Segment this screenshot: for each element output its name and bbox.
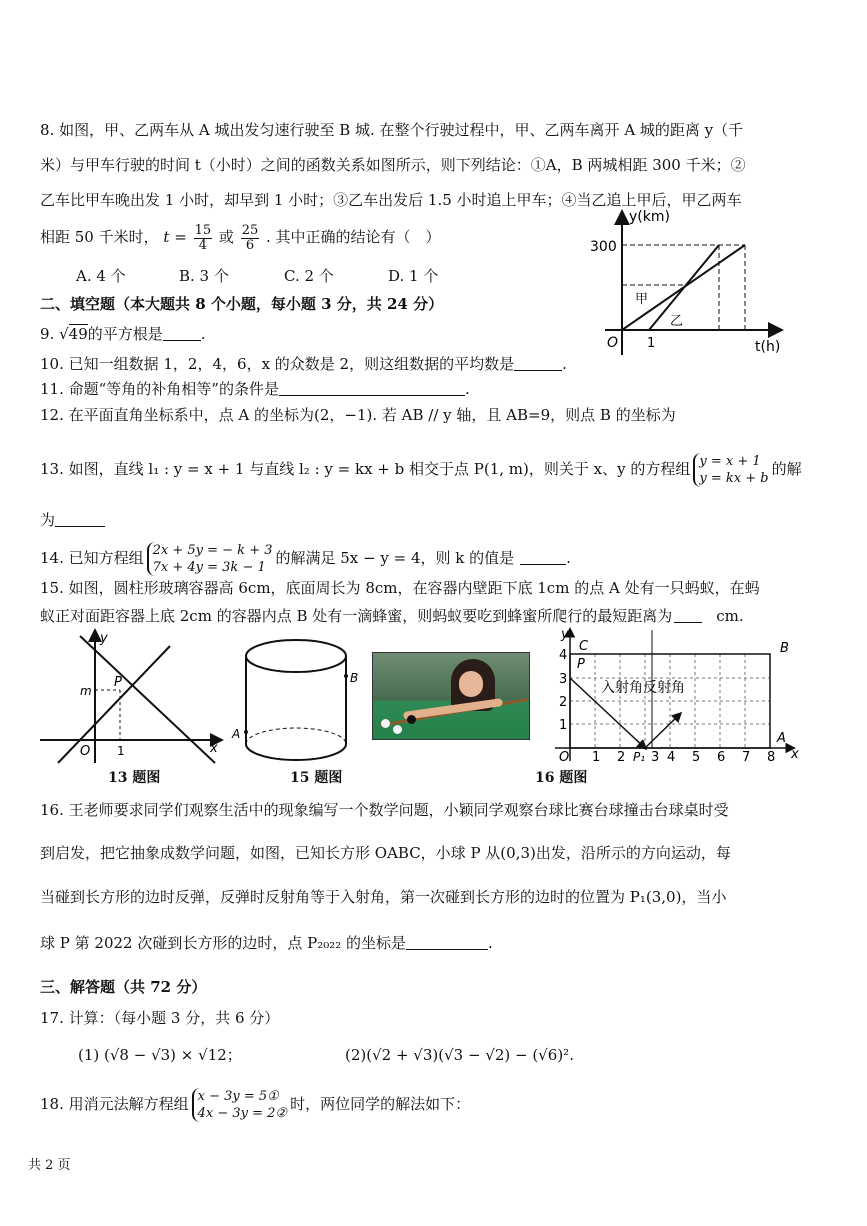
q14-equation-system: 2x + 5y = − k + 3 7x + 4y = 3k − 1 (147, 542, 273, 576)
section-2-heading: 二、填空题（本大题共 8 个小题，每小题 3 分，共 24 分） (40, 295, 444, 313)
option-c: C. 2 个 (284, 267, 334, 285)
y-tick-3: 3 (559, 672, 568, 687)
x-tick-7: 7 (742, 750, 751, 765)
x-tick-5: 5 (692, 750, 701, 765)
p-label: P (114, 675, 122, 690)
q14-answer-blank (520, 550, 566, 565)
option-a: A. 4 个 (76, 267, 126, 285)
origin-label: O (607, 335, 619, 351)
fig16-rectangle-bounce (555, 626, 805, 766)
q15-line1: 15. 如图，圆柱形玻璃容器高 6cm，底面周长为 8cm，在容器内壁距下底 1cm 的点 A 处有一只蚂蚁，在蚂 (40, 579, 760, 597)
c-label: C (579, 639, 589, 654)
q10-answer-blank (514, 356, 562, 371)
angle-label: 入射角反射角 (601, 680, 685, 696)
q16-answer-blank (406, 935, 488, 950)
x-tick-2: 2 (617, 750, 626, 765)
yi-line (649, 245, 719, 330)
q8-line2: 米）与甲车行驶的时间 t（小时）之间的函数关系如图所示，则下列结论：①A，B 两城相距 300 千米；② (40, 156, 746, 174)
jia-label: 甲 (635, 292, 649, 307)
fig15-cylinder (228, 634, 358, 769)
q18: 18. 用消元法解方程组 x − 3y = 5① 4x − 3y = 2② 时，两位同学的解法如下： (40, 1089, 471, 1121)
sqrt-symbol: √ (59, 325, 69, 343)
q13-answer-line: 为 (40, 510, 105, 530)
option-b: B. 3 个 (179, 267, 229, 285)
y-label: y (561, 627, 569, 642)
q16-line1: 16. 王老师要求同学们观察生活中的现象编写一个数学问题，小颖同学观察台球比赛台球撞击台球桌时受 (40, 801, 729, 819)
billiards-photo (372, 652, 530, 740)
q16-line4: 球 P 第 2022 次碰到长方形的边时，点 P₂₀₂₂ 的坐标是 . (40, 934, 493, 952)
b-label: B (350, 671, 358, 685)
q16-line2: 到启发，把它抽象成数学问题，如图，已知长方形 OABC，小球 P 从(0,3)出发，沿所示的方向运动，每 (40, 844, 731, 862)
x-axis-label: t(h) (755, 339, 781, 355)
fig13-lines-graph (40, 628, 230, 768)
yi-label: 乙 (670, 314, 684, 329)
y-300-label: 300 (590, 239, 617, 255)
q8-distance-time-graph (585, 205, 785, 365)
y-tick-1: 1 (559, 718, 568, 733)
p1-label: P₁ (633, 750, 646, 764)
p-label: P (577, 657, 585, 672)
y-label: y (100, 631, 108, 646)
q18-equation-system: x − 3y = 5① 4x − 3y = 2② (192, 1088, 287, 1122)
q11: 11. 命题“等角的补角相等”的条件是 . (40, 380, 470, 398)
fraction-15-4: $\frac{15}{4}$ (194, 222, 212, 253)
x-tick-3: 3 (651, 750, 660, 765)
line-l2 (80, 636, 215, 763)
point-a (244, 730, 248, 734)
q9: 9. √49的平方根是 . (40, 325, 206, 343)
fraction-25-6: $\frac{25}{6}$ (241, 222, 259, 253)
tick-1: 1 (117, 744, 125, 758)
q15-line2: 蚁正对面距容器上底 2cm 的容器内点 B 处有一滴蜂蜜，则蚂蚁要吃到蜂蜜所爬行的最短距离为 cm. (40, 607, 744, 625)
fig16-caption: 16 题图 (535, 770, 588, 786)
q13-answer-blank (55, 512, 105, 527)
q16-line3: 当碰到长方形的边时反弹，反弹时反射角等于入射角，第一次碰到长方形的边时的位置为 P₁(3,0)，当小 (40, 888, 727, 906)
x-label: x (210, 741, 218, 756)
x-tick-6: 6 (717, 750, 726, 765)
a-label: A (777, 731, 786, 746)
fig13-caption: 13 题图 (108, 770, 161, 786)
q14: 14. 已知方程组 2x + 5y = − k + 3 7x + 4y = 3k − 1 的解满足 5x − y = 4，则 k 的值是 . (40, 543, 571, 575)
a-label: A (232, 727, 241, 741)
q17-part1: (1) (√8 − √3) × √12； (78, 1046, 242, 1064)
b-label: B (780, 641, 789, 656)
origin-label: O (80, 744, 91, 759)
point-b (344, 674, 348, 678)
q8-line4: 相距 50 千米时， t = $\frac{15}{4}$ 或 $\frac{25}{6}$ . 其中正确的结论有（ ） (40, 222, 441, 253)
q17-part2: (2)(√2 + √3)(√3 − √2) − (√6)². (345, 1046, 574, 1064)
tick-1: 1 (647, 336, 656, 351)
x-tick-1: 1 (592, 750, 601, 765)
y-axis-label: y(km) (629, 209, 670, 225)
q13-equation-system: y = x + 1 y = kx + b (693, 453, 768, 487)
x-tick-4: 4 (667, 750, 676, 765)
m-label: m (80, 684, 92, 698)
x-label: x (791, 747, 799, 762)
q11-answer-blank (279, 381, 465, 396)
q8-line1: 8. 如图，甲、乙两车从 A 城出发匀速行驶至 B 城. 在整个行驶过程中，甲、乙两车离开 A 城的距离 y（千 (40, 121, 744, 139)
fig15-caption: 15 题图 (290, 770, 343, 786)
q9-answer-blank (163, 326, 201, 341)
q12: 12. 在平面直角坐标系中，点 A 的坐标为(2，−1). 若 AB // y 轴，且 AB=9，则点 B 的坐标为 (40, 406, 676, 424)
page-footer: 共 2 页 (28, 1158, 71, 1173)
q8-line3: 乙车比甲车晚出发 1 小时，却早到 1 小时；③乙车出发后 1.5 小时追上甲车；④当乙追上甲后，甲乙两车 (40, 191, 742, 209)
q13: 13. 如图，直线 l₁ : y = x + 1 与直线 l₂ : y = kx + b 相交于点 P(1, m)，则关于 x、y 的方程组 y = x + 1 y = kx + b 的解 (40, 454, 802, 486)
x-tick-8: 8 (767, 750, 776, 765)
option-d: D. 1 个 (388, 267, 439, 285)
y-tick-2: 2 (559, 695, 568, 710)
q10: 10. 已知一组数据 1，2，4，6，x 的众数是 2，则这组数据的平均数是 . (40, 355, 567, 373)
origin-label: O (559, 750, 570, 765)
section-3-heading: 三、解答题（共 72 分） (40, 978, 207, 996)
q15-answer-blank (674, 608, 702, 623)
y-tick-4: 4 (559, 648, 568, 663)
q17-title: 17. 计算：（每小题 3 分，共 6 分） (40, 1009, 280, 1027)
